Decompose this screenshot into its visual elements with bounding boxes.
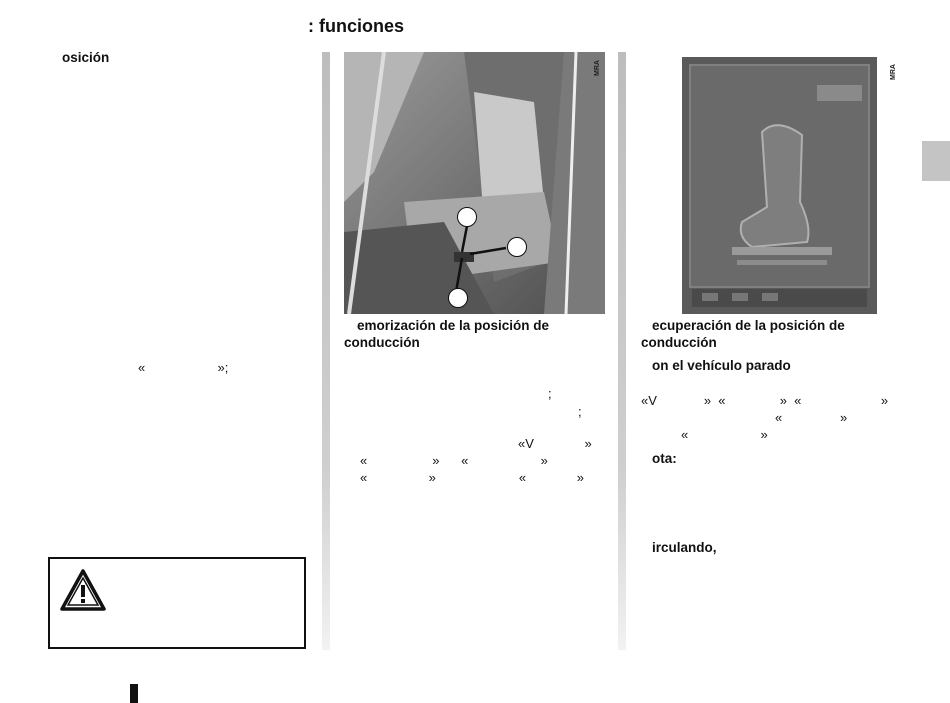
col2-heading-line2: conducción [344, 335, 420, 350]
col1-heading: osición [62, 50, 110, 65]
photo-code-2: MRA [890, 64, 897, 80]
warning-box [48, 557, 306, 649]
col3-line-1: «V » « » « » [641, 393, 889, 408]
col2-line-2: ; [578, 404, 582, 419]
seat-display-illustration [682, 57, 877, 314]
warning-triangle-icon [60, 569, 106, 611]
col3-heading-line2: conducción [641, 335, 717, 350]
col2-line-3: «V » [518, 436, 592, 451]
column-divider-1 [322, 52, 330, 650]
seat-display-photo [682, 57, 877, 314]
col2-heading-line1: emorización de la posición de [357, 318, 550, 333]
col3-line-3: « » [681, 427, 768, 442]
car-interior-illustration [344, 52, 605, 314]
page-title: : funciones [308, 16, 405, 36]
col1-quote-line: « »; [138, 360, 229, 375]
col2-line-4: « » « » [360, 453, 548, 468]
col2-line-5: « » « » [360, 470, 584, 485]
callout-1 [457, 207, 477, 227]
col3-subheading-driving: irculando, [652, 540, 717, 555]
memory-position-photo [344, 52, 605, 314]
col3-line-2: « » [775, 410, 848, 425]
column-divider-2 [618, 52, 626, 650]
col3-note: ota: [652, 451, 677, 466]
photo-code: MRA [594, 60, 601, 76]
page-marker [130, 684, 138, 703]
chapter-tab [922, 141, 950, 181]
col2-line-1: ; [548, 386, 552, 401]
callout-2 [507, 237, 527, 257]
col3-subheading-parked: on el vehículo parado [652, 358, 791, 373]
callout-3 [448, 288, 468, 308]
col3-heading-line1: ecuperación de la posición de [652, 318, 845, 333]
